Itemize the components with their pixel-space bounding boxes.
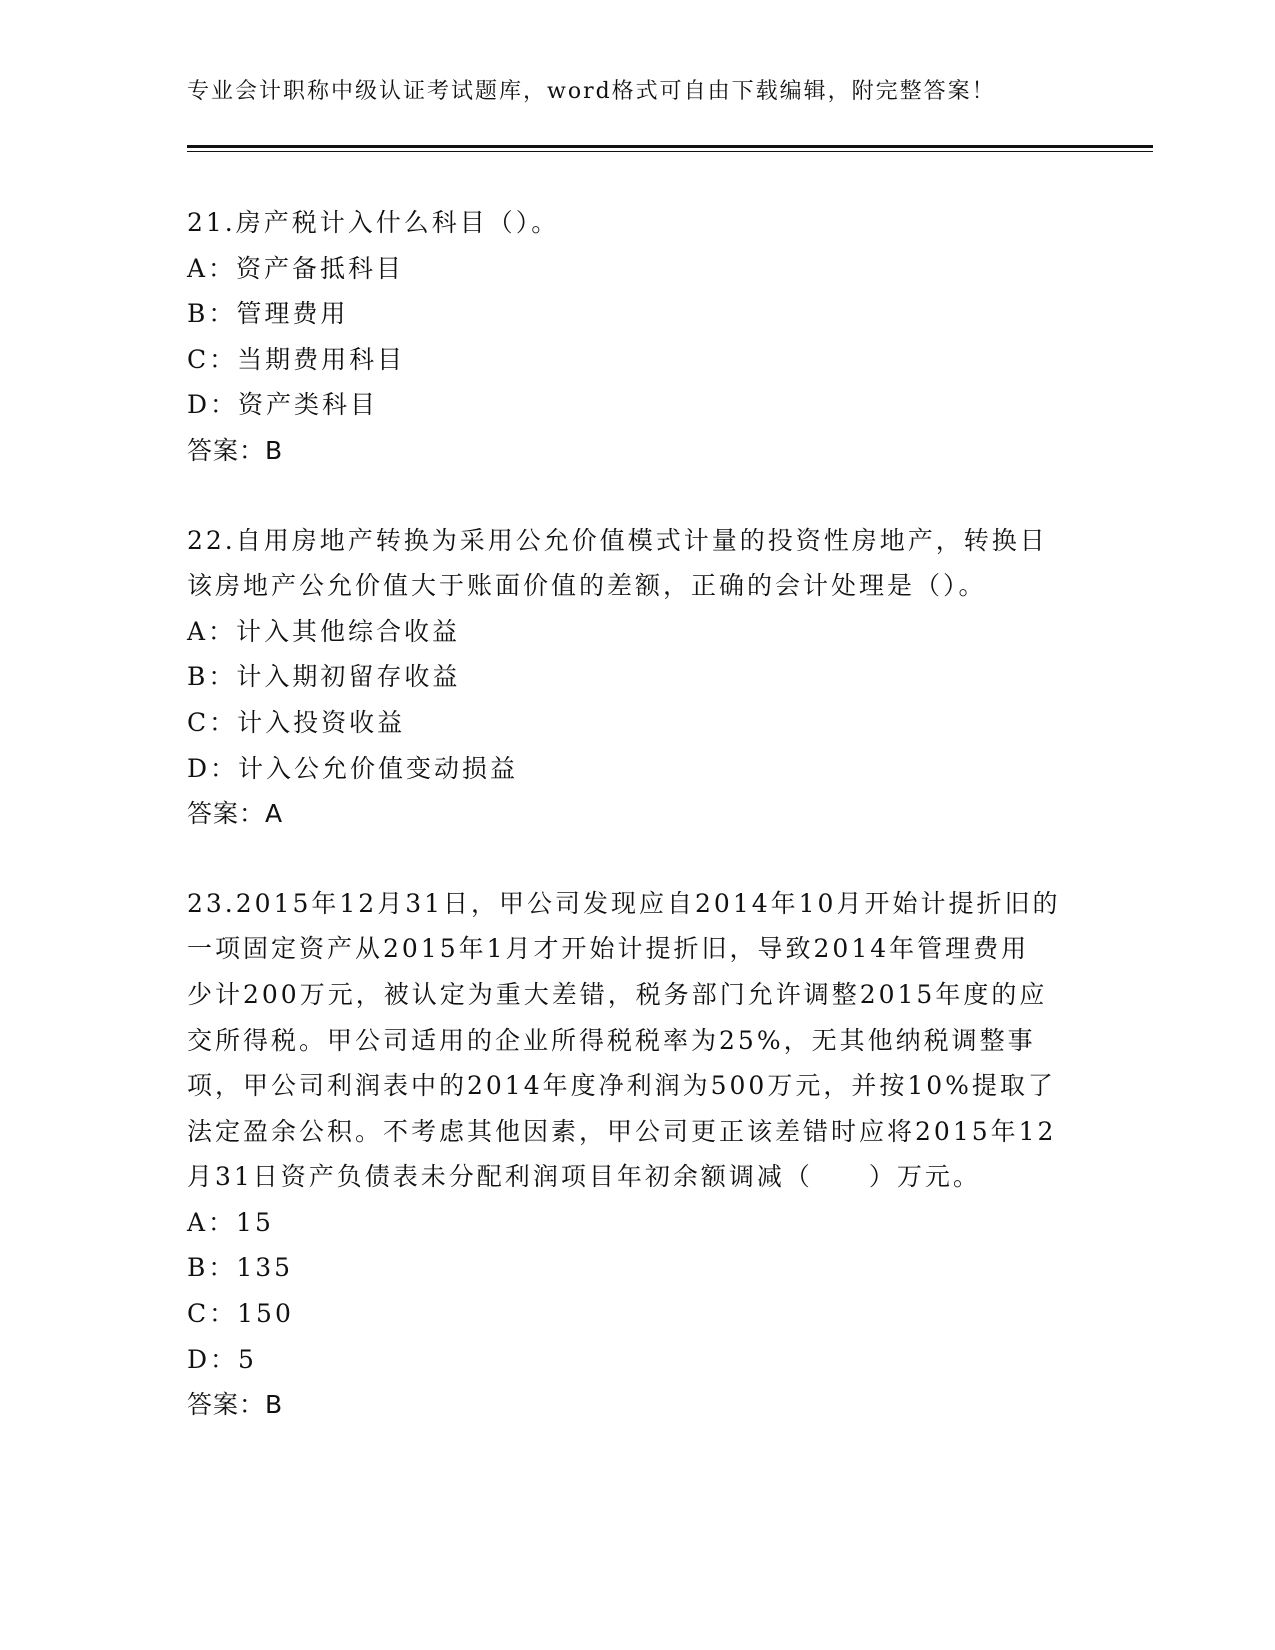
question-text: 月31日资产负债表未分配利润项目年初余额调减（ ）万元。 <box>187 1162 981 1192</box>
question-text: 一项固定资产从2015年1月才开始计提折旧，导致2014年管理费用 <box>187 934 1030 964</box>
page-header: 专业会计职称中级认证考试题库，word格式可自由下载编辑，附完整答案！ <box>187 79 996 104</box>
option-b: B：计入期初留存收益 <box>187 662 461 692</box>
header-rule-thin <box>187 151 1153 152</box>
option-b: B：管理费用 <box>187 299 349 329</box>
header-rule-thick <box>187 145 1153 148</box>
question-text: 22.自用房地产转换为采用公允价值模式计量的投资性房地产，转换日 <box>187 525 1048 555</box>
option-c: C：计入投资收益 <box>187 707 406 737</box>
question-text: 少计200万元，被认定为重大差错，税务部门允许调整2015年度的应 <box>187 979 1048 1009</box>
question-21 <box>187 200 1087 474</box>
question-text: 21.房产税计入什么科目（）。 <box>187 208 560 237</box>
option-d: D：计入公允价值变动损益 <box>187 753 519 783</box>
question-text: 该房地产公允价值大于账面价值的差额，正确的会计处理是（）。 <box>187 571 987 601</box>
option-a: A：资产备抵科目 <box>187 253 405 283</box>
answer-line: 答案：A <box>187 799 284 829</box>
option-c: C：当期费用科目 <box>187 344 406 374</box>
answer-line: 答案：B <box>187 1390 284 1420</box>
option-d: D：5 <box>187 1344 257 1374</box>
option-d: D：资产类科目 <box>187 390 379 420</box>
option-c: C：150 <box>187 1299 294 1329</box>
question-23 <box>187 881 1087 1428</box>
question-text: 交所得税。甲公司适用的企业所得税税率为25%，无其他纳税调整事 <box>187 1025 1036 1055</box>
question-22 <box>187 518 1087 837</box>
option-b: B：135 <box>187 1253 294 1283</box>
question-text: 项，甲公司利润表中的2014年度净利润为500万元，并按10%提取了 <box>187 1071 1056 1101</box>
question-text: 23.2015年12月31日，甲公司发现应自2014年10月开始计提折旧的 <box>187 888 1061 918</box>
option-a: A：计入其他综合收益 <box>187 616 461 646</box>
answer-line: 答案：B <box>187 435 284 465</box>
question-list <box>187 200 1087 1472</box>
option-a: A：15 <box>187 1207 274 1237</box>
question-text: 法定盈余公积。不考虑其他因素，甲公司更正该差错时应将2015年12 <box>187 1116 1057 1146</box>
